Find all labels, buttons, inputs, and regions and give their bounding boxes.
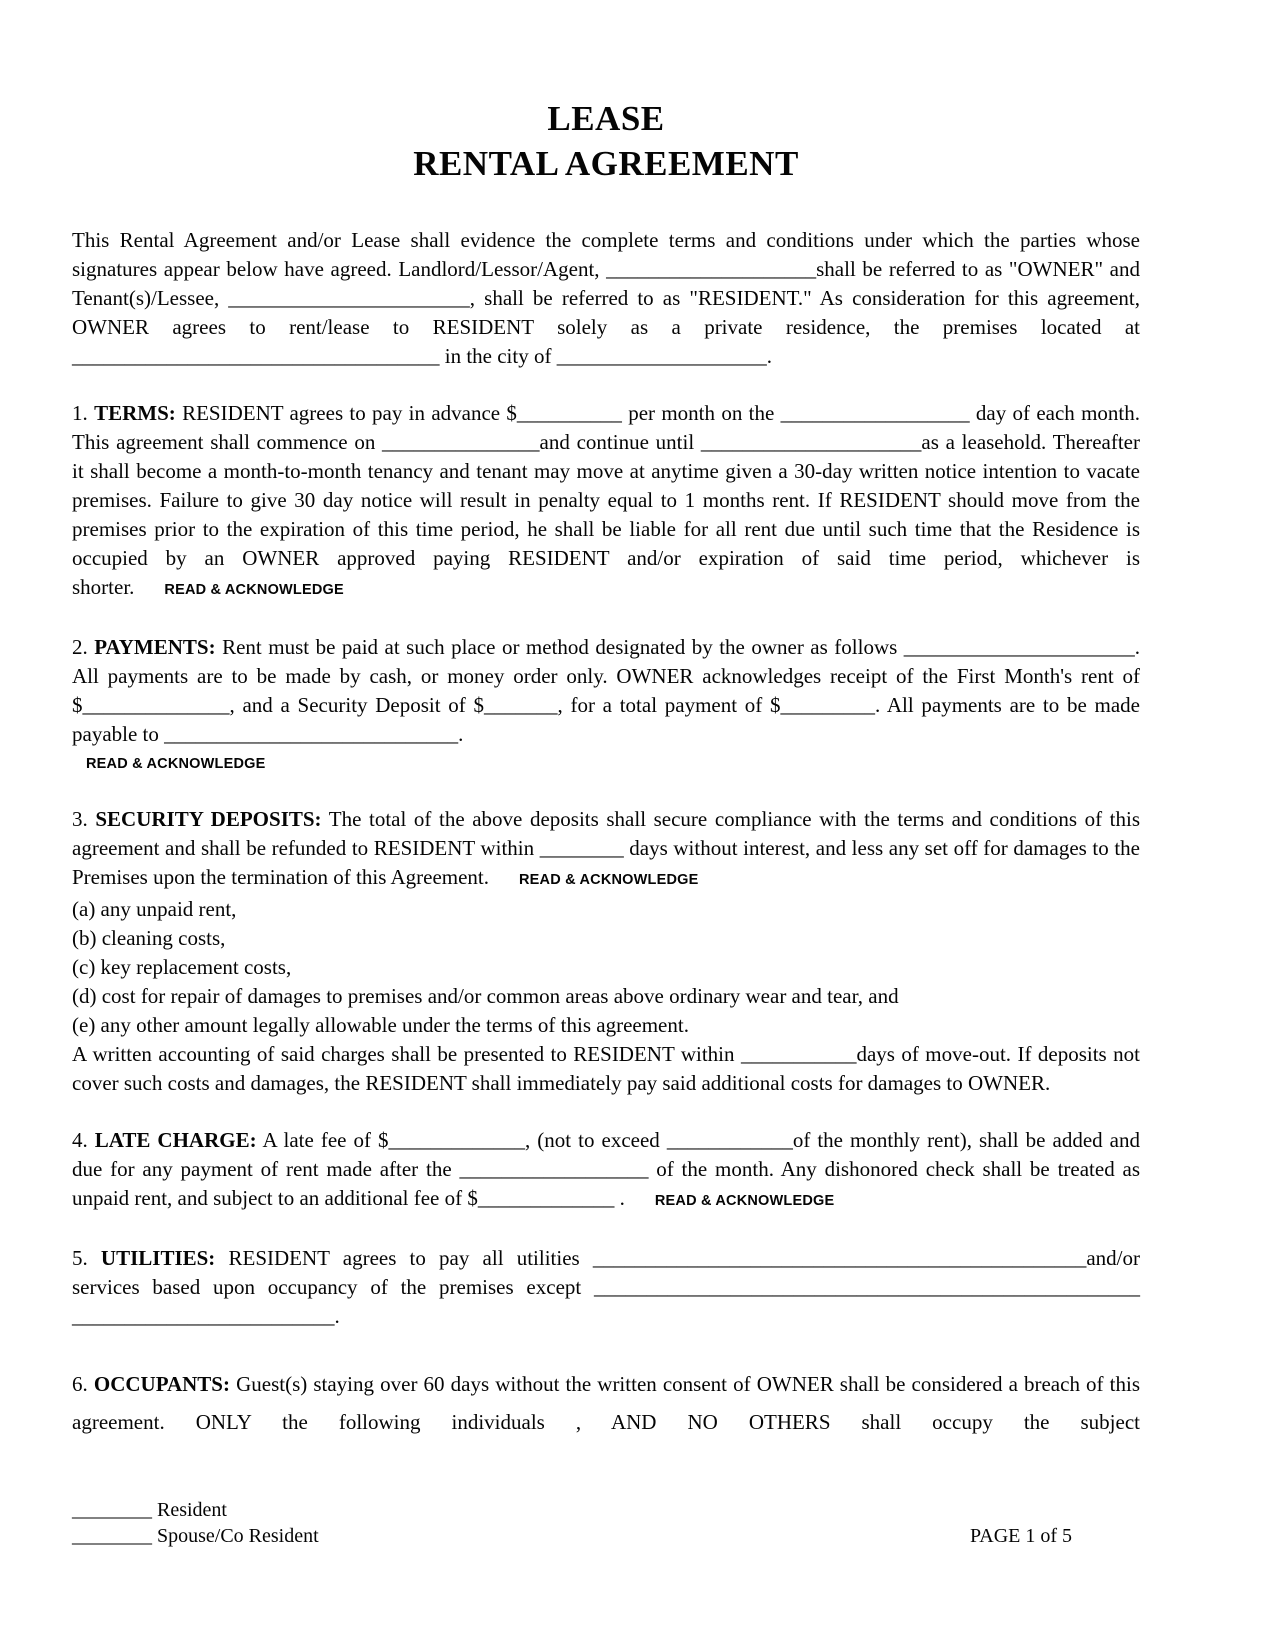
section-4-read-acknowledge-label: READ & ACKNOWLEDGE — [654, 1193, 835, 1209]
section-5-number: 5. — [72, 1246, 88, 1270]
section-6-body: Guest(s) staying over 60 days without the written consent of OWNER shall be considered a breach of this agreement. ONLY the following individuals , AND NO OTHERS shall occupy the subject — [72, 1372, 1140, 1434]
section-3-number: 3. — [72, 807, 88, 831]
section-3-written-accounting: A written accounting of said charges shall be presented to RESIDENT within ___________days of move-out. If deposits not cover such costs and damages, the RESIDENT shall immediately pay said additional costs for damages to OWNER. — [72, 1042, 1140, 1095]
resident-initials-blank: ________ — [72, 1499, 152, 1521]
deduction-item-c: (c) key replacement costs, — [72, 955, 292, 979]
section-1-read-acknowledge-label: READ & ACKNOWLEDGE — [164, 582, 344, 598]
section-6-occupants — [72, 1365, 1140, 1441]
section-6-heading: OCCUPANTS: — [93, 1372, 230, 1396]
section-1-number: 1. — [72, 401, 88, 425]
page-number: PAGE 1 of 5 — [970, 1525, 1073, 1547]
section-2-number: 2. — [72, 635, 88, 659]
title-line-rental-agreement: RENTAL AGREEMENT — [413, 144, 799, 183]
deduction-item-b: (b) cleaning costs, — [72, 926, 226, 950]
section-4-number: 4. — [72, 1128, 88, 1152]
section-6-number: 6. — [72, 1372, 88, 1396]
section-1-heading: TERMS: — [94, 401, 176, 425]
section-2-payments — [72, 633, 1140, 777]
section-3-intro — [72, 805, 1140, 895]
section-5-utilities — [72, 1244, 1140, 1331]
section-4-late-charge — [72, 1126, 1140, 1216]
section-2-body: Rent must be paid at such place or method designated by the owner as follows ______________________. All payments are to be made by cash, or money order only. OWNER acknowledges receipt of the First Month's rent of $______________, and a Security Deposit of $_______, for a total payment of $_________. All payments are to be made payable to ____________________________. — [72, 635, 1141, 746]
deduction-item-d: (d) cost for repair of damages to premises and/or common areas above ordinary wear and tear, and — [72, 984, 899, 1008]
section-5-heading: UTILITIES: — [100, 1246, 216, 1270]
section-2-read-acknowledge-line — [72, 751, 1140, 777]
section-4-heading: LATE CHARGE: — [94, 1128, 257, 1152]
title-line-lease: LEASE — [547, 99, 665, 138]
section-2-heading: PAYMENTS: — [94, 635, 216, 659]
spouse-initials-line — [72, 1523, 1140, 1549]
section-5-body: RESIDENT agrees to pay all utilities _______________________________________________and/or services based upon occupancy of the premises except ____________________________________________________ _________________________. — [72, 1246, 1141, 1328]
resident-label: Resident — [157, 1499, 227, 1521]
section-4-body: A late fee of $_____________, (not to exceed ____________of the monthly rent), shall be added and due for any payment of rent made after the __________________ of the month. Any dishonored check shall be treated as unpaid rent, and subject to an additional fee of $_____________ . — [72, 1128, 1141, 1210]
spouse-initials-blank: ________ — [72, 1525, 152, 1547]
resident-initials-line — [72, 1497, 1140, 1523]
intro-paragraph: This Rental Agreement and/or Lease shall evidence the complete terms and conditions under which the parties whose signatures appear below have agreed. Landlord/Lessor/Agent, ____________________shall be referred to as "OWNER" and Tenant(s)/Lessee, _______________________, shall be referred to as "RESIDENT." As consideration for this agreement, OWNER agrees to rent/lease to RESIDENT solely as a private residence, the premises located at ___________________________________ in the city of ____________________. — [72, 228, 1140, 368]
section-1-body: RESIDENT agrees to pay in advance $__________ per month on the __________________ day of each month. This agreement shall commence on _______________and continue until _____________________as a leasehold. Thereafter it shall become a month-to-month tenancy and tenant may move at anytime given a 30-day written notice intention to vacate premises. Failure to give 30 day notice will result in penalty equal to 1 months rent. If RESIDENT should move from the premises prior to the expiration of this time period, he shall be liable for all rent due until such time that the Residence is occupied by an OWNER approved paying RESIDENT and/or expiration of said time period, whichever is shorter. — [72, 401, 1141, 599]
section-3-body: The total of the above deposits shall secure compliance with the terms and conditions of this agreement and shall be refunded to RESIDENT within ________ days without interest, and less any set off for damages to the Premises upon the termination of this Agreement. — [72, 807, 1140, 889]
section-1-terms — [72, 399, 1140, 605]
section-3-heading: SECURITY DEPOSITS: — [95, 807, 322, 831]
section-3-security-deposits — [72, 805, 1140, 1098]
deduction-item-a: (a) any unpaid rent, — [72, 897, 237, 921]
page-title — [72, 96, 1140, 186]
document-page — [72, 0, 1140, 1441]
section-3-read-acknowledge-label: READ & ACKNOWLEDGE — [519, 872, 699, 888]
deduction-item-e: (e) any other amount legally allowable under the terms of this agreement. — [72, 1013, 689, 1037]
section-2-read-acknowledge-label: READ & ACKNOWLEDGE — [86, 756, 266, 772]
section-2-paragraph — [72, 633, 1140, 749]
page-footer — [72, 1497, 1140, 1549]
spouse-label: Spouse/Co Resident — [157, 1525, 319, 1547]
